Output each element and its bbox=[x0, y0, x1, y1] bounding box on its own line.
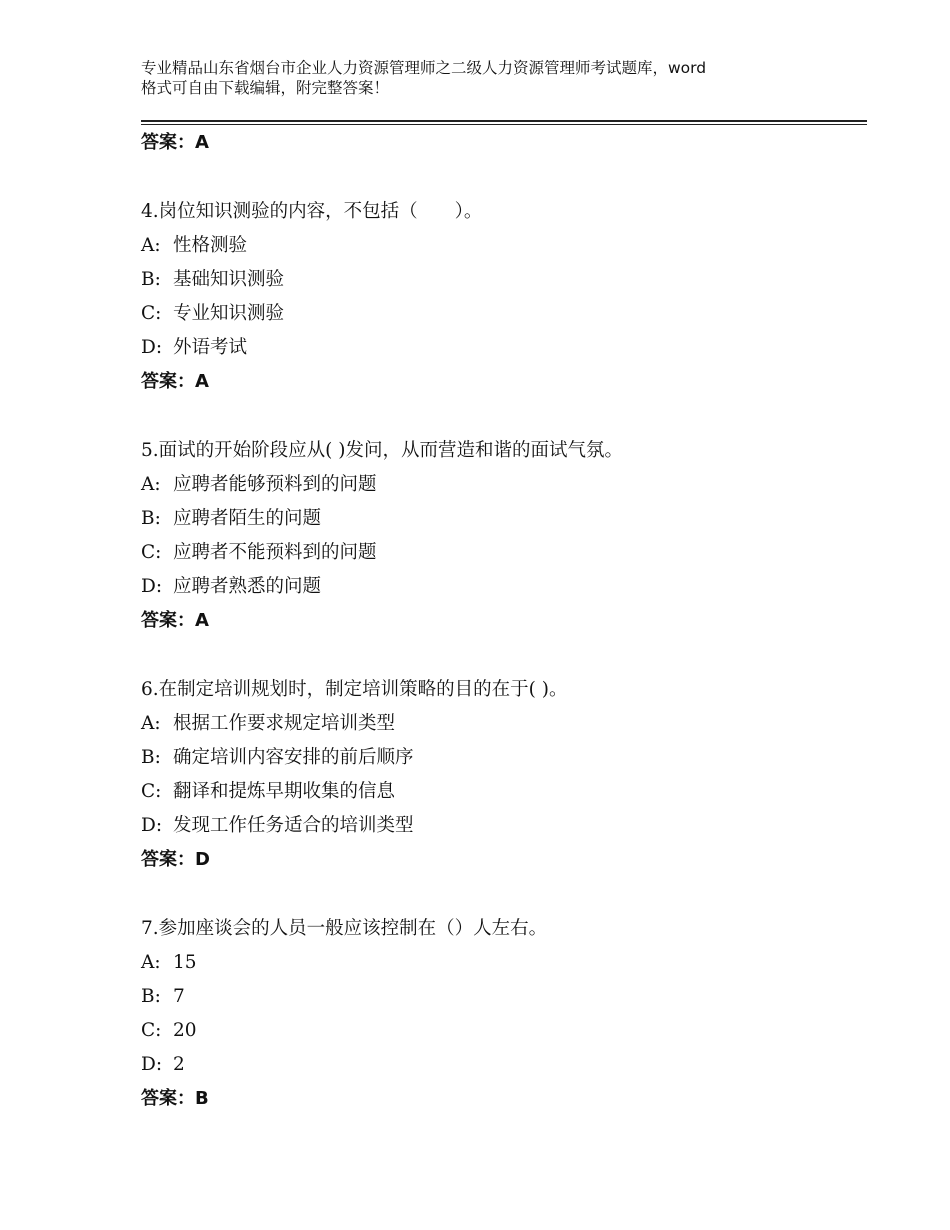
option-label: D: bbox=[141, 576, 163, 597]
header-line-1: 专业精品山东省烟台市企业人力资源管理师之二级人力资源管理师考试题库，word bbox=[141, 59, 707, 77]
option-label: C: bbox=[141, 542, 162, 563]
option-label: A: bbox=[141, 235, 161, 256]
answer: 答案：D bbox=[141, 849, 210, 870]
option-b bbox=[141, 745, 414, 771]
option-text: 外语考试 bbox=[173, 337, 248, 358]
option-label: B: bbox=[141, 747, 161, 768]
header-rule-thick bbox=[141, 120, 867, 122]
option-c bbox=[141, 1018, 197, 1044]
question-stem: 5.面试的开始阶段应从( )发问，从而营造和谐的面试气氛。 bbox=[141, 440, 623, 461]
option-text: 根据工作要求规定培训类型 bbox=[173, 713, 396, 734]
option-label: C: bbox=[141, 781, 162, 802]
option-b bbox=[141, 984, 185, 1010]
option-label: B: bbox=[141, 508, 161, 529]
option-label: B: bbox=[141, 269, 161, 290]
answer: 答案：A bbox=[141, 371, 209, 392]
option-text: 性格测验 bbox=[173, 235, 248, 256]
option-c bbox=[141, 540, 377, 566]
option-text: 应聘者熟悉的问题 bbox=[173, 576, 322, 597]
option-text: 20 bbox=[173, 1020, 197, 1041]
option-b bbox=[141, 267, 284, 293]
option-label: D: bbox=[141, 337, 163, 358]
option-label: A: bbox=[141, 713, 161, 734]
option-a bbox=[141, 472, 377, 498]
option-text: 应聘者能够预料到的问题 bbox=[173, 474, 377, 495]
option-label: A: bbox=[141, 952, 161, 973]
option-text: 确定培训内容安排的前后顺序 bbox=[173, 747, 414, 768]
option-text: 7 bbox=[173, 986, 185, 1007]
option-c bbox=[141, 301, 284, 327]
prev-answer: 答案：A bbox=[141, 132, 209, 153]
option-d bbox=[141, 1052, 185, 1078]
option-label: C: bbox=[141, 1020, 162, 1041]
option-text: 应聘者陌生的问题 bbox=[173, 508, 322, 529]
option-d bbox=[141, 574, 321, 600]
option-text: 发现工作任务适合的培训类型 bbox=[173, 815, 414, 836]
question-stem: 7.参加座谈会的人员一般应该控制在（）人左右。 bbox=[141, 918, 548, 939]
option-c bbox=[141, 779, 395, 805]
option-label: B: bbox=[141, 986, 161, 1007]
option-text: 2 bbox=[173, 1054, 185, 1075]
option-text: 应聘者不能预料到的问题 bbox=[173, 542, 377, 563]
option-text: 专业知识测验 bbox=[173, 303, 285, 324]
option-a bbox=[141, 711, 395, 737]
option-a bbox=[141, 950, 197, 976]
option-d bbox=[141, 335, 247, 361]
page-header bbox=[141, 58, 841, 98]
option-text: 基础知识测验 bbox=[173, 269, 285, 290]
answer: 答案：A bbox=[141, 610, 209, 631]
question-stem: 6.在制定培训规划时，制定培训策略的目的在于( )。 bbox=[141, 679, 568, 700]
answer: 答案：B bbox=[141, 1088, 209, 1109]
header-rule-thin bbox=[141, 124, 867, 125]
option-label: C: bbox=[141, 303, 162, 324]
question-stem: 4.岗位知识测验的内容，不包括（ ）。 bbox=[141, 201, 483, 222]
header-line-2: 格式可自由下载编辑，附完整答案！ bbox=[141, 79, 390, 97]
option-text: 翻译和提炼早期收集的信息 bbox=[173, 781, 396, 802]
option-label: A: bbox=[141, 474, 161, 495]
option-a bbox=[141, 233, 247, 259]
option-label: D: bbox=[141, 1054, 163, 1075]
option-text: 15 bbox=[173, 952, 197, 973]
option-d bbox=[141, 813, 414, 839]
option-b bbox=[141, 506, 321, 532]
option-label: D: bbox=[141, 815, 163, 836]
